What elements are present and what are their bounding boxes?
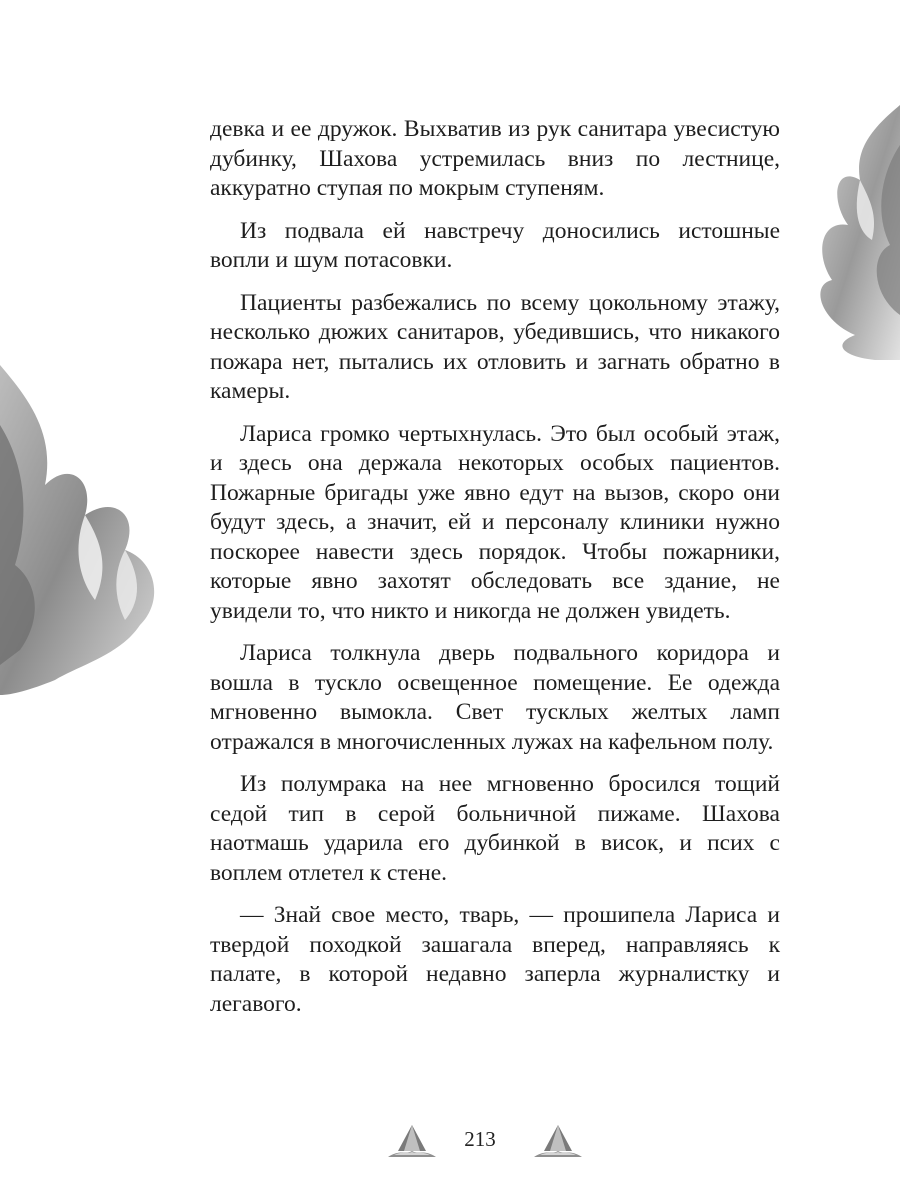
flame-icon [0,365,170,695]
flame-ornament-icon [528,1121,588,1163]
paragraph: Из полумрака на нее мгновенно бросился тощий седой тип в серой больничной пижаме. Шахова наотмашь ударила его дубинкой в висок, и псих с воплем отлетел к стене. [210,771,780,886]
paragraph: Лариса громко чертыхнулась. Это был особый этаж, и здесь она держала некоторых особых пациентов. Пожарные бригады уже явно едут на вызов, скоро они будут здесь, а значит, ей и персоналу клиники нужно поскорее навести здесь порядок. Чтобы пожарники, которые явно захотят обследовать все здание, не увидели то, что никто и никогда не должен увидеть. [210,420,780,624]
paragraph: девка и ее дружок. Выхватив из рук санитара увесистую дубинку, Шахова устремилась вниз по лестнице, аккуратно ступая по мокрым ступеням. [210,116,780,201]
paragraph: Из подвала ей навстречу доносились истошные вопли и шум потасовки. [210,217,780,273]
page-footer [0,1115,900,1175]
paragraph: — Знай свое место, тварь, — прошипела Лариса и твердой походкой зашагала вперед, направляясь к палате, в которой недавно заперла журналистку и легавого. [210,902,780,1017]
flame-icon [760,105,900,360]
paragraph: Лариса толкнула дверь подвального коридора и вошла в тускло освещенное помещение. Ее одежда мгновенно вымокла. Свет тусклых желтых ламп отражался в многочисленных лужах на кафельном полу. [210,640,780,755]
paragraph: Пациенты разбежались по всему цокольному этажу, несколько дюжих санитаров, убедившись, что никакого пожара нет, пытались их отловить и загнать обратно в камеры. [210,289,780,404]
page-number: 213 [464,1127,496,1151]
body-text [210,115,780,1032]
